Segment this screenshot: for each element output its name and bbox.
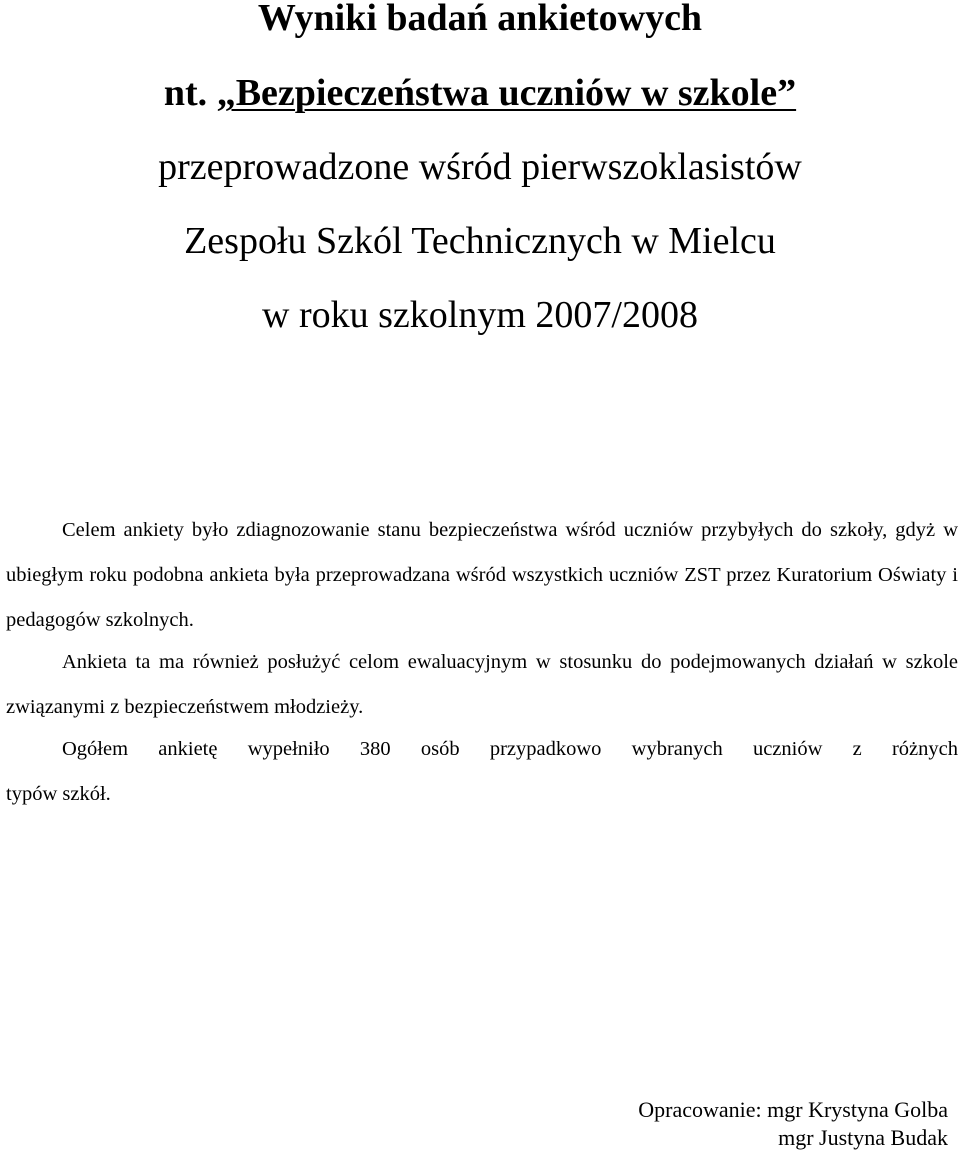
paragraph-respondents-line-1: Ogółem ankietę wypełniło 380 osób przypadkowo wybranych uczniów z różnych xyxy=(62,738,958,760)
signature-author-2: mgr Justyna Budak xyxy=(778,1125,948,1150)
title-line-2-topic: „Bezpieczeństwa uczniów w szkole” xyxy=(216,72,797,114)
title-line-3: przeprowadzone wśród pierwszoklasistów xyxy=(158,146,802,188)
paragraph-respondents xyxy=(6,727,958,817)
paragraph-evaluation: Ankieta ta ma również posłużyć celom ewaluacyjnym w stosunku do podejmowanych działań w szkole związanymi z bezpieczeństwem młodzieży. xyxy=(6,651,958,718)
title-line-4: Zespołu Szkól Technicznych w Mielcu xyxy=(184,220,776,262)
title-line-2 xyxy=(0,73,960,113)
title-line-5: w roku szkolnym 2007/2008 xyxy=(262,294,698,336)
signature-author-1: Opracowanie: mgr Krystyna Golba xyxy=(638,1097,948,1122)
paragraph-respondents-line-2: typów szkół. xyxy=(6,783,111,805)
title-line-1: Wyniki badań ankietowych xyxy=(257,0,703,39)
paragraph-purpose: Celem ankiety było zdiagnozowanie stanu bezpieczeństwa wśród uczniów przybyłych do szkoły, gdyż w ubiegłym roku podobna ankieta była przeprowadzana wśród wszystkich uczniów ZST przez Kuratorium Oświaty i pedagogów szkolnych. xyxy=(6,519,958,631)
title-line-2-prefix: nt. xyxy=(163,72,208,114)
